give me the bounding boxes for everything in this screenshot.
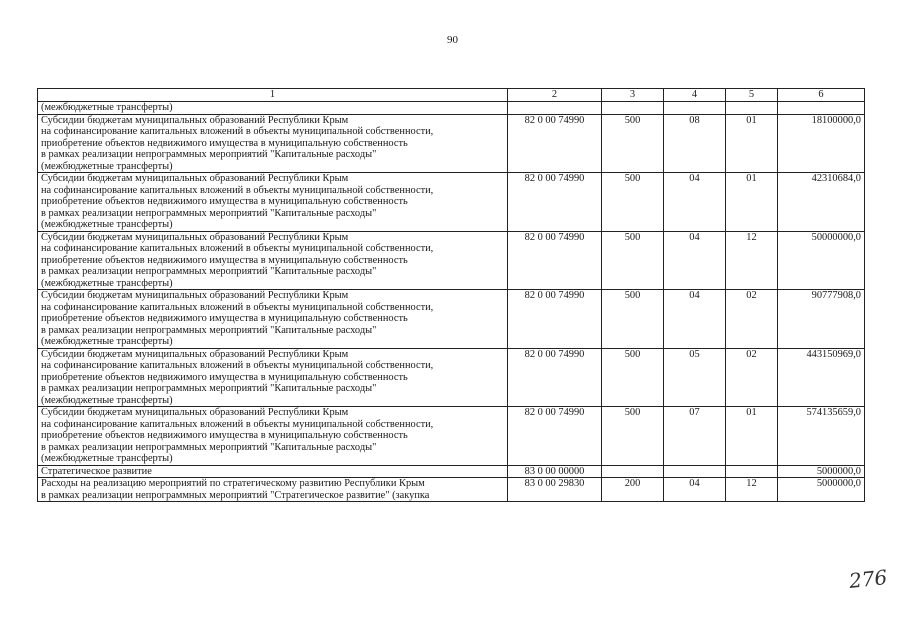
row-subsection: 02: [726, 290, 778, 349]
row-subsection: 12: [726, 231, 778, 290]
description-line: приобретение объектов недвижимого имущества в муниципальную собственность: [41, 254, 408, 266]
header-cell-1: 1: [38, 89, 508, 102]
row-type: 500: [602, 407, 664, 466]
description-line: Субсидии бюджетам муниципальных образований Республики Крым: [41, 348, 349, 360]
row-description: [38, 290, 508, 349]
row-description: [38, 465, 508, 478]
table-row: [38, 114, 865, 173]
description-line: в рамках реализации непрограммных мероприятий "Капитальные расходы": [41, 324, 377, 336]
description-line: (межбюджетные трансферты): [41, 336, 173, 347]
row-amount: 443150969,0: [778, 348, 865, 407]
row-code: 82 0 00 74990: [508, 407, 602, 466]
budget-table: [37, 88, 865, 502]
description-line: в рамках реализации непрограммных мероприятий "Капитальные расходы": [41, 149, 377, 160]
row-subsection: [726, 465, 778, 478]
description-line: приобретение объектов недвижимого имущества в муниципальную собственность: [41, 196, 408, 207]
row-description: [38, 173, 508, 232]
table-row: [38, 465, 865, 478]
row-section: 07: [664, 407, 726, 466]
row-code: 82 0 00 74990: [508, 348, 602, 407]
row-amount: 18100000,0: [778, 114, 865, 173]
table-row: [38, 407, 865, 466]
description-line: (межбюджетные трансферты): [41, 277, 173, 289]
row-subsection: 02: [726, 348, 778, 407]
description-line: приобретение объектов недвижимого имущества в муниципальную собственность: [41, 371, 408, 383]
row-subsection: 01: [726, 114, 778, 173]
row-description: [38, 231, 508, 290]
table-row: [38, 348, 865, 407]
row-subsection: 12: [726, 478, 778, 502]
row-type: 500: [602, 290, 664, 349]
row-description: [38, 348, 508, 407]
header-cell-5: 5: [726, 89, 778, 102]
header-cell-4: 4: [664, 89, 726, 102]
row-type: 500: [602, 231, 664, 290]
row-type: 500: [602, 114, 664, 173]
description-line: в рамках реализации непрограммных мероприятий "Капитальные расходы": [41, 207, 377, 219]
description-line: приобретение объектов недвижимого имущества в муниципальную собственность: [41, 137, 408, 149]
table-row: [38, 231, 865, 290]
description-line: на софинансирование капитальных вложений в объекты муниципальной собственности,: [41, 301, 434, 313]
row-code: 83 0 00 00000: [508, 465, 602, 478]
row-amount: 42310684,0: [778, 173, 865, 232]
description-line: Субсидии бюджетам муниципальных образований Республики Крым: [41, 114, 349, 126]
row-amount: 50000000,0: [778, 231, 865, 290]
header-cell-6: 6: [778, 89, 865, 102]
row-code: 82 0 00 74990: [508, 173, 602, 232]
row-amount: 5000000,0: [778, 478, 865, 502]
description-line: Расходы на реализацию мероприятий по стратегическому развитию Республики Крым: [41, 478, 425, 489]
header-cell-3: 3: [602, 89, 664, 102]
continuation-row: [38, 102, 865, 115]
row-code: 82 0 00 74990: [508, 290, 602, 349]
row-code: 82 0 00 74990: [508, 231, 602, 290]
row-description: [38, 478, 508, 502]
table-row: [38, 478, 865, 502]
header-row: [38, 89, 865, 102]
row-amount: 5000000,0: [778, 465, 865, 478]
row-section: 04: [664, 290, 726, 349]
description-line: Субсидии бюджетам муниципальных образований Республики Крым: [41, 290, 349, 301]
description-line: в рамках реализации непрограммных мероприятий "Капитальные расходы": [41, 383, 377, 394]
description-line: на софинансирование капитальных вложений в объекты муниципальной собственности,: [41, 243, 434, 254]
row-section: [664, 465, 726, 478]
row-description: [38, 407, 508, 466]
row-amount: 90777908,0: [778, 290, 865, 349]
row-type: 200: [602, 478, 664, 502]
description-line: (межбюджетные трансферты): [41, 160, 173, 172]
description-line: (межбюджетные трансферты): [41, 394, 173, 406]
description-line: (межбюджетные трансферты): [41, 453, 173, 464]
header-cell-2: 2: [508, 89, 602, 102]
description-line: приобретение объектов недвижимого имущества в муниципальную собственность: [41, 313, 408, 324]
description-line: Субсидии бюджетам муниципальных образований Республики Крым: [41, 231, 349, 243]
description-line: (межбюджетные трансферты): [41, 219, 173, 230]
row-subsection: 01: [726, 407, 778, 466]
row-type: 500: [602, 348, 664, 407]
table-row: [38, 173, 865, 232]
description-line: на софинансирование капитальных вложений в объекты муниципальной собственности,: [41, 126, 434, 137]
row-description: [38, 114, 508, 173]
row-section: 05: [664, 348, 726, 407]
row-subsection: 01: [726, 173, 778, 232]
row-section: 04: [664, 231, 726, 290]
row-section: 08: [664, 114, 726, 173]
page-number: 90: [447, 34, 458, 46]
description-line: Субсидии бюджетам муниципальных образований Республики Крым: [41, 173, 349, 184]
row-code: 82 0 00 74990: [508, 114, 602, 173]
row-section: 04: [664, 478, 726, 502]
description-line: в рамках реализации непрограммных мероприятий "Стратегическое развитие" (закупка: [41, 489, 430, 501]
description-line: в рамках реализации непрограммных мероприятий "Капитальные расходы": [41, 266, 377, 277]
description-line: Стратегическое развитие: [41, 465, 152, 477]
row-code: 83 0 00 29830: [508, 478, 602, 502]
table-row: [38, 290, 865, 349]
row-type: [602, 465, 664, 478]
description-line: Субсидии бюджетам муниципальных образований Республики Крым: [41, 407, 349, 418]
description-line: в рамках реализации непрограммных мероприятий "Капитальные расходы": [41, 441, 377, 453]
description-line: на софинансирование капитальных вложений в объекты муниципальной собственности,: [41, 184, 434, 196]
row-section: 04: [664, 173, 726, 232]
row-type: 500: [602, 173, 664, 232]
handwritten-signature: 276: [847, 565, 889, 593]
continuation-text: (межбюджетные трансферты): [38, 102, 508, 115]
description-line: приобретение объектов недвижимого имущества в муниципальную собственность: [41, 430, 408, 441]
description-line: на софинансирование капитальных вложений в объекты муниципальной собственности,: [41, 418, 434, 430]
row-amount: 574135659,0: [778, 407, 865, 466]
description-line: на софинансирование капитальных вложений в объекты муниципальной собственности,: [41, 360, 434, 371]
